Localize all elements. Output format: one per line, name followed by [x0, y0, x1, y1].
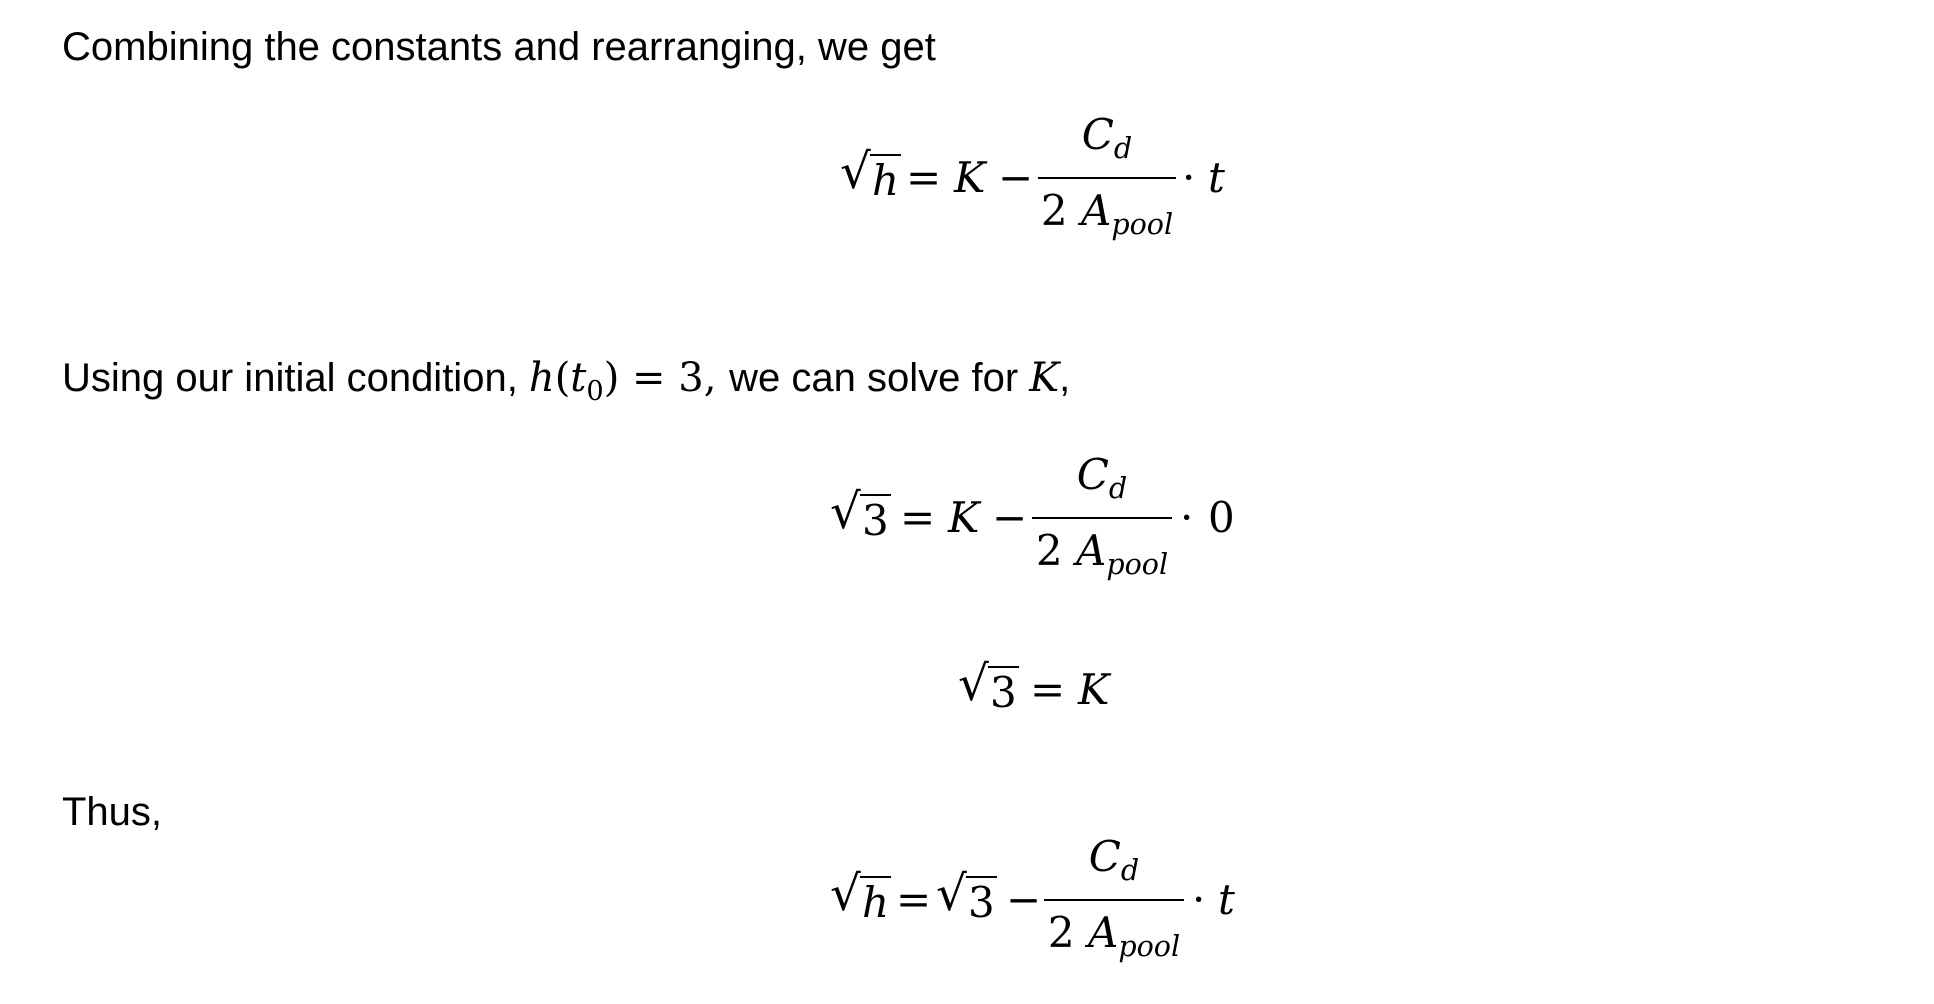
fraction-cd-over-2apool	[1038, 108, 1176, 248]
denominator-a: A	[1080, 186, 1112, 235]
equals-sign: =	[896, 875, 932, 924]
minus-sign: −	[998, 153, 1034, 202]
multiply-dot: ·	[1182, 153, 1196, 202]
sqrt-h	[840, 144, 901, 205]
sqrt-symbol: √ 3	[830, 484, 889, 545]
sqrt-h	[830, 866, 891, 927]
denominator-sub-pool: pool	[1118, 929, 1181, 964]
value-zero: 0	[1208, 493, 1235, 542]
fraction-cd-over-2apool	[1044, 830, 1184, 970]
numerator-sub-d: d	[1120, 853, 1140, 888]
multiply-dot: ·	[1180, 493, 1194, 542]
variable-t: t	[1218, 875, 1235, 924]
fraction-bar	[1038, 177, 1176, 179]
math-paren-open: (	[554, 355, 571, 401]
numerator-c: C	[1076, 450, 1109, 499]
numerator-sub-d: d	[1108, 471, 1128, 506]
fraction-cd-over-2apool	[1032, 448, 1172, 588]
paragraph-suffix: we can solve for	[729, 356, 1030, 400]
radicand: h	[872, 156, 900, 205]
radicand: 3	[862, 496, 889, 545]
denominator-coeff: 2	[1047, 908, 1075, 957]
equals-sign: =	[1030, 665, 1066, 714]
fraction-denominator	[1044, 908, 1184, 964]
fraction-bar	[1044, 899, 1184, 901]
denominator-a: A	[1075, 526, 1107, 575]
math-paren-close: )	[603, 355, 620, 401]
fraction-numerator	[1032, 450, 1172, 506]
fraction-denominator	[1032, 526, 1172, 582]
math-k: K	[1029, 355, 1060, 401]
fraction-numerator	[1044, 832, 1184, 888]
paragraph-text: Combining the constants and rearranging, we get	[62, 25, 936, 69]
sqrt-symbol: √ 3	[958, 656, 1017, 717]
equation-sqrt-h-general	[840, 108, 1240, 248]
math-sub-0: 0	[586, 375, 604, 407]
sqrt-symbol-right: √ 3	[936, 866, 995, 927]
sqrt-symbol-left: √ h	[830, 866, 890, 927]
sqrt-symbol: √ h	[840, 144, 900, 205]
denominator-sub-pool: pool	[1111, 207, 1174, 242]
equals-sign: =	[900, 493, 936, 542]
fraction-bar	[1032, 517, 1172, 519]
minus-sign: −	[1006, 875, 1042, 924]
equation-sqrt-3-equals-k	[958, 620, 1178, 760]
equals-sign: =	[906, 153, 942, 202]
radicand-right: 3	[968, 878, 995, 927]
denominator-coeff: 2	[1040, 186, 1068, 235]
sqrt-3	[958, 656, 1019, 717]
sqrt-3	[830, 484, 891, 545]
minus-sign: −	[992, 493, 1028, 542]
paragraph-thus	[62, 792, 162, 832]
denominator-sub-pool: pool	[1106, 547, 1169, 582]
radicand-left: h	[862, 878, 890, 927]
numerator-c: C	[1088, 832, 1121, 881]
fraction-numerator	[1038, 110, 1176, 166]
numerator-sub-d: d	[1113, 131, 1133, 166]
paragraph-text: Thus,	[62, 790, 163, 834]
constant-k: K	[1078, 665, 1110, 714]
constant-k: K	[954, 153, 986, 202]
math-equals-3: = 3,	[619, 355, 730, 401]
denominator-a: A	[1087, 908, 1119, 957]
fraction-denominator	[1038, 186, 1176, 242]
paragraph-comma: ,	[1059, 356, 1071, 400]
denominator-coeff: 2	[1035, 526, 1063, 575]
paragraph-initial-condition	[62, 355, 1071, 407]
paragraph-combining	[62, 27, 936, 67]
sqrt-3	[936, 866, 997, 927]
math-h: h	[528, 355, 555, 401]
constant-k: K	[948, 493, 980, 542]
equation-final	[830, 830, 1260, 970]
variable-t: t	[1208, 153, 1225, 202]
paragraph-prefix: Using our initial condition,	[62, 356, 529, 400]
radicand: 3	[990, 668, 1017, 717]
equation-sqrt-3-initial	[830, 448, 1250, 588]
numerator-c: C	[1081, 110, 1114, 159]
multiply-dot: ·	[1192, 875, 1206, 924]
math-t: t	[570, 355, 587, 401]
